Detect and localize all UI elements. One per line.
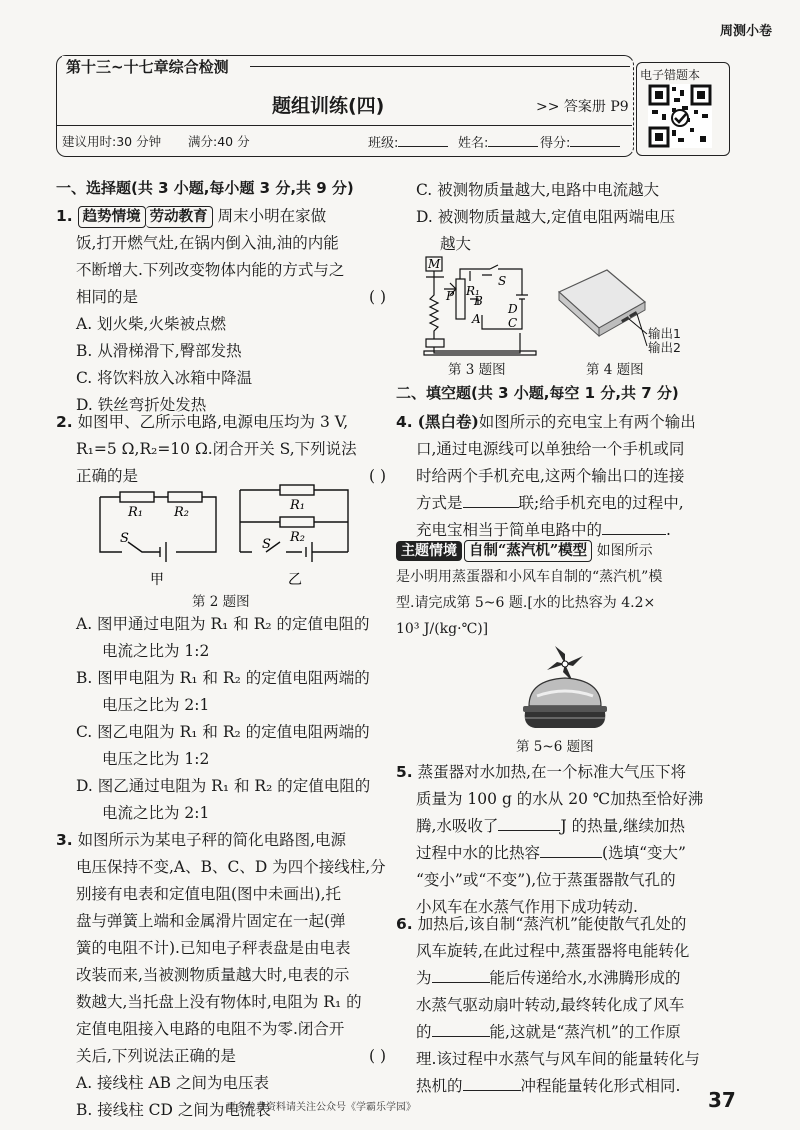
class-label: 班级: (368, 136, 399, 151)
chapter-title: 第十三~十七章综合检测 (62, 56, 233, 77)
q2-number: 2. (56, 413, 73, 431)
q5-blank-1[interactable] (498, 830, 560, 831)
q4-line-2: 口,通过电源线可以单独给一个手机或同 (416, 440, 685, 458)
q1-option-c[interactable]: C. 将饮料放入冰箱中降温 (76, 369, 253, 387)
question-3 (56, 827, 386, 1124)
theme-line-1: 如图所示 (596, 543, 653, 559)
q4-line-3: 时给两个手机充电,这两个输出口的连接 (416, 467, 685, 485)
q6-blank-1[interactable] (432, 982, 490, 983)
corner-label: 周测小卷 (719, 24, 772, 39)
q3-line-3: 别接有电表和定值电阻(图中未画出),托 (76, 885, 342, 903)
theme-line-4: 10³ J/(kg·℃)] (396, 621, 489, 637)
q1-line-3: 不断增大.下列改变物体内能的方式与之 (76, 261, 345, 279)
q4-blank-2[interactable] (602, 534, 666, 535)
q5-line-6: 小风车在水蒸气作用下成功转动. (416, 898, 638, 916)
theme-line-3: 型.请完成第 5~6 题.[水的比热容为 4.2× (396, 595, 656, 611)
q6-line-2: 风车旋转,在此过程中,蒸蛋器将电能转化 (416, 942, 690, 960)
qr-code-icon[interactable] (648, 84, 712, 148)
q2-line-3: 正确的是 (76, 467, 139, 485)
q2-line-1: 如图甲、乙所示电路,电源电压均为 3 V, (77, 413, 349, 431)
q3-fig-c-label: C (508, 316, 518, 330)
q3-option-a[interactable]: A. 接线柱 AB 之间为电压表 (76, 1074, 269, 1092)
q3-line-6: 改装而来,当被测物质量越大时,电表的示 (76, 966, 350, 984)
q5-number: 5. (396, 763, 413, 781)
class-blank[interactable] (398, 146, 448, 147)
full-score: 满分:40 分 (188, 134, 250, 149)
q3-fig-r1-label: R₁ (466, 284, 480, 298)
q4-tag: (黑白卷) (417, 412, 479, 431)
q6-line-7b: 冲程能量转化形式相同. (520, 1077, 681, 1095)
q3-number: 3. (56, 831, 73, 849)
theme-tag-title: 自制“蒸汽机”模型 (464, 540, 592, 562)
q6-line-1: 加热后,该自制“蒸汽机”能使散气孔处的 (417, 915, 687, 933)
q2-fig-label-yi: 乙 (288, 572, 302, 588)
class-field[interactable] (368, 132, 448, 151)
fig4-output-1: 输出1 (648, 326, 681, 341)
q1-tag-labor: 劳动教育 (146, 206, 213, 228)
section-2-heading: 二、填空题(共 3 小题,每空 1 分,共 7 分) (396, 384, 679, 402)
q3-option-c[interactable]: C. 被测物质量越大,电路中电流越大 (416, 181, 660, 199)
name-blank[interactable] (488, 146, 538, 147)
q2-fig-s-label: S (120, 531, 129, 546)
q5-line-4a: 过程中水的比热容 (416, 844, 541, 862)
q1-tag-trend: 趋势情境 (78, 206, 146, 228)
q6-line-7a: 热机的 (416, 1077, 463, 1095)
q6-line-4: 水蒸气驱动扇叶转动,最终转化成了风车 (416, 996, 685, 1014)
q3-options-continued (396, 177, 736, 258)
q3-option-b[interactable]: B. 接线柱 CD 之间为电流表 (76, 1101, 271, 1119)
q5-line-4b: (选填“变大” (602, 844, 686, 862)
q3-option-d[interactable]: D. 被测物质量越大,定值电阻两端电压 (416, 208, 676, 226)
q4-line-1: 如图所示的充电宝上有两个输出 (478, 413, 696, 431)
q3-line-7: 数越大,当托盘上没有物体时,电阻为 R₁ 的 (76, 993, 362, 1011)
q5-line-2: 质量为 100 g 的水从 20 ℃加热至恰好沸 (416, 790, 704, 808)
name-field[interactable] (458, 132, 538, 151)
q2-fig-r1-label: R₁ (128, 505, 143, 520)
question-4 (396, 408, 736, 544)
q3-fig-m-label: M (428, 257, 441, 271)
q6-blank-2[interactable] (432, 1036, 490, 1037)
q2-fig-r2-label: R₂ (174, 505, 189, 520)
q3-fig-b-label: B (474, 294, 483, 308)
q3-line-2: 电压保持不变,A、B、C、D 为四个接线柱,分 (76, 858, 386, 876)
q6-line-3b: 能后传递给水,水沸腾形成的 (489, 969, 681, 987)
q3-fig-p-label: P (446, 289, 455, 303)
q1-answer-paren[interactable]: ( ) (368, 288, 386, 306)
qr-label: 电子错题本 (640, 68, 701, 82)
q3-fig-s-label: S (498, 274, 507, 288)
page-title: 题组训练(四) (272, 95, 385, 117)
q3-figure-caption: 第 3 题图 (448, 362, 506, 378)
theme-tag-dark: 主题情境 (396, 541, 462, 561)
q2-options (56, 611, 386, 827)
section-1-heading: 一、选择题(共 3 小题,每小题 3 分,共 9 分) (56, 179, 354, 197)
q2-circuit-figure (90, 480, 370, 590)
q6-number: 6. (396, 915, 413, 933)
name-label: 姓名: (458, 136, 489, 151)
q3-circuit-figure (420, 255, 540, 360)
theme-intro (396, 538, 741, 642)
answer-reference: >> 答案册 P9 (536, 99, 629, 115)
footer-note: 更多免费资料请关注公众号《学霸乐学园》 (226, 1102, 416, 1113)
q2-option-a-cont: 电流之比为 1:2 (102, 642, 210, 660)
q1-option-a[interactable]: A. 划火柴,火柴被点燃 (76, 315, 226, 333)
q2-figure-caption: 第 2 题图 (192, 594, 250, 610)
q2-answer-paren[interactable]: ( ) (368, 467, 386, 485)
suggested-time: 建议用时:30 分钟 (62, 134, 162, 149)
q2-fig-label-jia: 甲 (150, 572, 164, 588)
q3-option-d-cont: 越大 (440, 235, 472, 253)
q4-line-4a: 方式是 (416, 494, 463, 512)
q2-fig-r1-label-b: R₁ (290, 498, 305, 513)
question-2 (56, 409, 386, 490)
q2-fig-r2-label-b: R₂ (290, 530, 305, 545)
q3-line-9: 关后,下列说法正确的是 (76, 1047, 236, 1065)
q2-option-b-cont: 电压之比为 2:1 (102, 696, 210, 714)
q5-line-5: “变小”或“不变”),位于蒸蛋器散气孔的 (416, 871, 676, 889)
q3-line-4: 盘与弹簧上端和金属滑片固定在一起(弹 (76, 912, 346, 930)
q5-line-1: 蒸蛋器对水加热,在一个标准大气压下将 (417, 763, 687, 781)
q6-blank-3[interactable] (463, 1090, 521, 1091)
q2-option-c[interactable]: C. 图乙电阻为 R₁ 和 R₂ 的定值电阻两端的 (76, 723, 370, 741)
question-6 (396, 911, 741, 1100)
q1-option-b[interactable]: B. 从滑梯滑下,臀部发热 (76, 342, 242, 360)
q2-option-c-cont: 电压之比为 1:2 (102, 750, 210, 768)
fig4-caption: 第 4 题图 (586, 362, 644, 378)
q5-blank-2[interactable] (540, 857, 602, 858)
theme-figure-caption: 第 5~6 题图 (516, 739, 594, 755)
fig4-output-2: 输出2 (648, 340, 681, 355)
q4-number: 4. (396, 413, 413, 431)
q5-line-3b: J 的热量,继续加热 (560, 817, 686, 835)
q3-line-5: 簧的电阻不计).已知电子秤表盘是由电表 (76, 939, 351, 957)
q2-option-d-cont: 电流之比为 2:1 (102, 804, 210, 822)
question-1 (56, 203, 386, 419)
q2-option-a[interactable]: A. 图甲通过电阻为 R₁ 和 R₂ 的定值电阻的 (76, 615, 370, 633)
q3-line-8: 定值电阻接入电路的电阻不为零.闭合开 (76, 1020, 345, 1038)
q2-line-2: R₁=5 Ω,R₂=10 Ω.闭合开关 S,下列说法 (76, 440, 357, 458)
q4-blank-1[interactable] (463, 507, 519, 508)
q4-line-5a: 充电宝相当于简单电路中的 (416, 521, 603, 539)
q3-fig-a-label: A (472, 312, 481, 326)
q6-line-3a: 为 (416, 969, 432, 987)
egg-steamer-windmill-figure (515, 640, 615, 735)
q4-line-4b: 联;给手机充电的过程中, (518, 494, 684, 512)
q6-line-6: 理.该过程中水蒸气与风车间的能量转化与 (416, 1050, 700, 1068)
q3-answer-paren[interactable]: ( ) (368, 1047, 386, 1065)
power-bank-figure (555, 262, 655, 352)
q2-option-d[interactable]: D. 图乙通过电阻为 R₁ 和 R₂ 的定值电阻的 (76, 777, 371, 795)
q1-line-1: 周末小明在家做 (217, 207, 327, 225)
q2-option-b[interactable]: B. 图甲电阻为 R₁ 和 R₂ 的定值电阻两端的 (76, 669, 370, 687)
score-blank[interactable] (570, 146, 620, 147)
q1-line-4: 相同的是 (76, 288, 139, 306)
q2-fig-s-label-b: S (262, 537, 271, 552)
header-divider (56, 125, 632, 126)
q1-line-2: 饭,打开燃气灶,在锅内倒入油,油的内能 (76, 234, 339, 252)
q1-number: 1. (56, 207, 73, 225)
fig4-output-labels (648, 327, 681, 355)
q3-line-1: 如图所示为某电子秤的简化电路图,电源 (77, 831, 347, 849)
q3-fig-d-label: D (508, 302, 518, 316)
q4-line-5b: . (666, 521, 671, 539)
q1-option-d[interactable]: D. 铁丝弯折处发热 (76, 396, 207, 414)
score-label: 得分: (540, 136, 571, 151)
theme-line-2: 是小明用蒸蛋器和小风车自制的“蒸汽机”模 (396, 569, 663, 585)
q6-line-5a: 的 (416, 1023, 432, 1041)
question-5 (396, 759, 741, 921)
header-rule (250, 66, 630, 67)
q5-line-3a: 腾,水吸收了 (416, 817, 499, 835)
q6-line-5b: 能,这就是“蒸汽机”的工作原 (489, 1023, 681, 1041)
score-field[interactable] (540, 132, 620, 151)
page-number: 37 (708, 1088, 736, 1112)
